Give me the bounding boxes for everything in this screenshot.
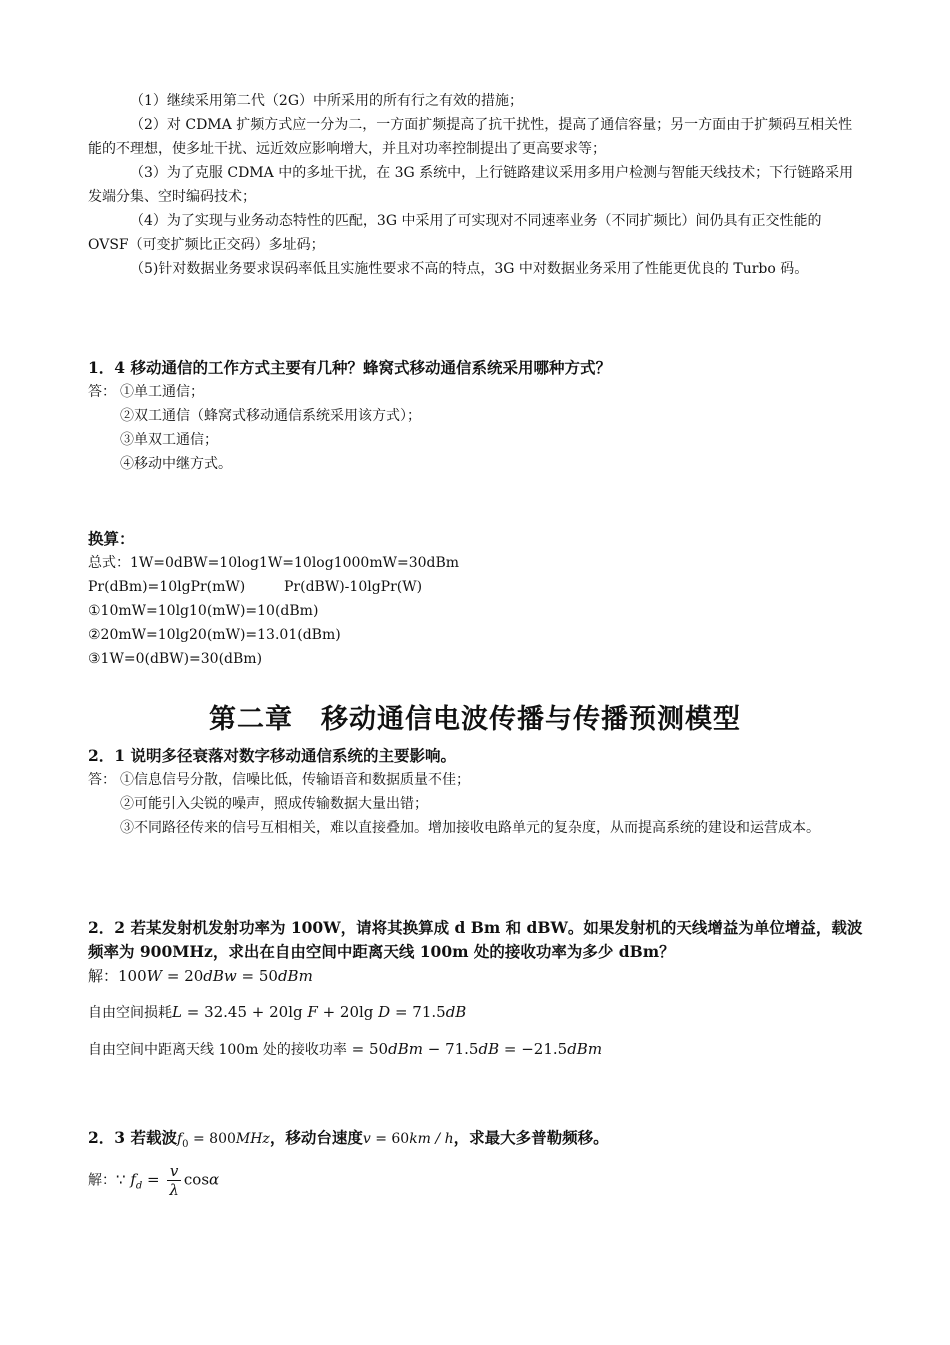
question-2-2-title: 2．2 若某发射机发射功率为 100W，请将其换算成 d Bm 和 dBW。如果发射机的天线增益为单位增益，载波频率为 900MHz，求出在自由空间中距离天线 100m 处的接收功率为多少 dBm？ (88, 918, 863, 961)
question-2-1-title: 2．1 说明多径衰落对数字移动通信系统的主要影响。 (88, 746, 456, 765)
fraction: $\frac{v}{\lambda}$ (169, 1162, 179, 1199)
intro-item-5: （5)针对数据业务要求误码率低且实施性要求不高的特点，3G 中对数据业务采用了性能更优良的 Turbo 码。 (130, 261, 809, 277)
conversion-line: 总式：1W=0dBW=10log1W=10log1000mW=30dBm (88, 555, 460, 571)
intro-item-2: （2）对 CDMA 扩频方式应一分为二，一方面扩频提高了抗干扰性，提高了通信容量；另一方面由于扩频码互相关性能的不理想，使多址干扰、远近效应影响增大，并且对功率控制提出了更高要求等； (88, 117, 853, 157)
conversion-line: Pr(dBm)=10lgPr(mW) (88, 579, 246, 595)
conversion-title: 换算： (88, 529, 135, 548)
intro-item-1: （1）继续采用第二代（2G）中所采用的所有行之有效的措施； (130, 93, 523, 109)
solution-label: 解： (88, 967, 119, 985)
conversion-line: Pr(dBW)-10lgPr(W) (284, 579, 423, 595)
conversion-line: ③1W=0(dBW)=30(dBm) (88, 651, 263, 667)
question-2-3-title: 2．3 若载波$f_0 = 800MHz$，移动台速度v = 60km / h，求最大多普勒频移。 (88, 1128, 609, 1150)
solution-line-2: 自由空间损耗L = 32.45 + 20lg F + 20lg D = 71.5dB (88, 1003, 467, 1021)
answer-label: 答： (88, 772, 116, 788)
conversion-line: ②20mW=10lg20(mW)=13.01(dBm) (88, 627, 341, 643)
answer-item: ①信息信号分散，信噪比低，传输语音和数据质量不佳； (120, 772, 470, 788)
answer-item: ③不同路径传来的信号互相相关，难以直接叠加。增加接收电路单元的复杂度，从而提高系统的建设和运营成本。 (120, 820, 820, 836)
intro-item-3: （3）为了克服 CDMA 中的多址干扰，在 3G 系统中，上行链路建议采用多用户检测与智能天线技术；下行链路采用发端分集、空时编码技术； (88, 165, 854, 205)
answer-item: ①单工通信； (120, 384, 204, 400)
answer-item: ②可能引入尖锐的噪声，照成传输数据大量出错； (120, 796, 428, 812)
chapter-heading: 第二章 移动通信电波传播与传播预测模型 (209, 704, 741, 735)
intro-item-4: （4）为了实现与业务动态特性的匹配，3G 中采用了可实现对不同速率业务（不同扩频比）间仍具有正交性能的 OVSF（可变扩频比正交码）多址码； (88, 213, 822, 253)
solution-line-1: 解：100W = 20dBw = 50dBm (88, 967, 313, 985)
answer-item: ③单双工通信； (120, 432, 218, 448)
solution-line-2-3: 解：∵ $f_d$ = $\frac{v}{\lambda}$ cosα (88, 1162, 220, 1199)
conversion-line: ①10mW=10lg10(mW)=10(dBm) (88, 603, 319, 619)
solution-line-3: 自由空间中距离天线 100m 处的接收功率 = 50dBm − 71.5dB = −21.5dBm (88, 1040, 603, 1058)
question-1-4-title: 1．4 移动通信的工作方式主要有几种？蜂窝式移动通信系统采用哪种方式？ (88, 358, 611, 377)
answer-item: ②双工通信（蜂窝式移动通信系统采用该方式）； (120, 408, 421, 424)
answer-item: ④移动中继方式。 (120, 456, 232, 472)
answer-label: 答： (88, 384, 116, 400)
